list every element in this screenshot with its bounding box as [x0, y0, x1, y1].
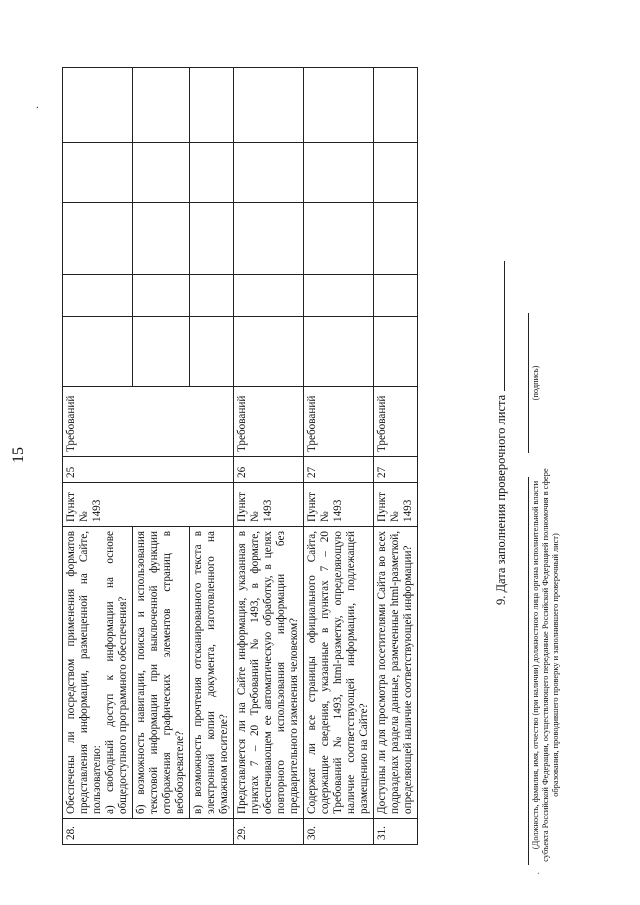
- answer-cell[interactable]: [374, 203, 418, 275]
- row-number: 29.: [234, 819, 304, 845]
- ref-point: Пункт № 1493: [63, 483, 234, 527]
- answer-cell[interactable]: [234, 143, 304, 203]
- fill-date-field[interactable]: [504, 261, 505, 391]
- answer-cell[interactable]: [374, 275, 418, 317]
- answer-cell[interactable]: [133, 275, 190, 317]
- row-question: Содержат ли все страницы официального Сайта, содержащие сведения, указанные в пунктах 7 – 20 Требований № 1493, html-разметку, определяющую наличие соответствующей информации, подлежащей размещению на Сайте?: [304, 527, 374, 819]
- answer-cell[interactable]: [374, 143, 418, 203]
- answer-cell[interactable]: [234, 275, 304, 317]
- answer-cell[interactable]: [190, 203, 234, 275]
- row-number: 31.: [374, 819, 418, 845]
- answer-cell[interactable]: [63, 68, 133, 143]
- answer-cell[interactable]: [133, 317, 190, 387]
- answer-cell[interactable]: [234, 317, 304, 387]
- row-question: [63, 527, 133, 819]
- answer-cell[interactable]: [304, 275, 374, 317]
- official-name-line[interactable]: [528, 477, 529, 865]
- row-number: 28.: [63, 819, 234, 845]
- table-row: [63, 68, 133, 845]
- ref-number: 25: [63, 457, 234, 483]
- fill-date-line: [494, 261, 509, 605]
- answer-cell[interactable]: [304, 317, 374, 387]
- answer-cell[interactable]: [133, 68, 190, 143]
- answer-cell[interactable]: [374, 317, 418, 387]
- ref-point: Пункт № 1493: [374, 483, 418, 527]
- ref-number: 26: [234, 457, 304, 483]
- signature-line[interactable]: [528, 313, 529, 453]
- answer-cell[interactable]: [190, 68, 234, 143]
- ref-document: Требований: [304, 387, 374, 457]
- answer-cell[interactable]: [63, 275, 133, 317]
- scan-dot: ·: [33, 105, 44, 109]
- signature-caption: (подпись): [531, 365, 540, 401]
- answer-cell[interactable]: [133, 203, 190, 275]
- sub-item-c: в) возможность прочтения отсканированного текста в электронной копии документа, изготовленного на бумажном носителе?: [190, 527, 234, 819]
- ref-point: Пункт № 1493: [234, 483, 304, 527]
- row-question: Представляется ли на Сайте информация, указанная в пунктах 7 – 20 Требований № 1493, в формате, обеспечивающем ее автоматическую обработку, в целях повторного использования информации без предварительного изменения человеком?: [234, 527, 304, 819]
- answer-cell[interactable]: [133, 143, 190, 203]
- answer-cell[interactable]: [190, 275, 234, 317]
- fill-date-label: 9. Дата заполнения проверочного листа: [494, 394, 508, 605]
- table-row: [234, 68, 304, 845]
- answer-cell[interactable]: [234, 68, 304, 143]
- ref-number: 27: [374, 457, 418, 483]
- scan-mark: ·: [534, 871, 545, 875]
- official-caption: (Должность, фамилия, имя, отчество (при наличии) должностного лица органа исполнительной власти субъекта Российской Федерации, осуществляющего переданные Российской Федерацией полномочия в сфере образования, проводившего проверку и заполнившего проверочный лист): [531, 468, 560, 862]
- sub-item-b: б) возможность навигации, поиска и использования текстовой информации при выключенной функции отображения графических элементов страниц в вебобозревателе?: [133, 527, 190, 819]
- ref-number: 27: [304, 457, 374, 483]
- answer-cell[interactable]: [304, 143, 374, 203]
- answer-cell[interactable]: [234, 203, 304, 275]
- table-row: [304, 68, 374, 845]
- question-text: Обеспечены ли посредством применения форматов представления информации, размещенной на Сайте, пользователю:: [65, 531, 103, 814]
- answer-cell[interactable]: [304, 203, 374, 275]
- sub-item-a: а) свободный доступ к информации на основе общедоступного программного обеспечения?: [104, 531, 129, 814]
- row-number: 30.: [304, 819, 374, 845]
- ref-point: Пункт № 1493: [304, 483, 374, 527]
- answer-cell[interactable]: [190, 143, 234, 203]
- answer-cell[interactable]: [374, 68, 418, 143]
- answer-cell[interactable]: [63, 203, 133, 275]
- ref-document: Требований: [234, 387, 304, 457]
- page-number: 15: [10, 447, 27, 463]
- row-question: Доступны ли для просмотра посетителями Сайта во всех подразделах раздела данные, размеченные html-разметкой, определяющей наличие соответствующей информации?: [374, 527, 418, 819]
- table-row: [374, 68, 418, 845]
- ref-document: Требований: [374, 387, 418, 457]
- answer-cell[interactable]: [190, 317, 234, 387]
- answer-cell[interactable]: [63, 143, 133, 203]
- ref-document: Требований: [63, 387, 234, 457]
- answer-cell[interactable]: [63, 317, 133, 387]
- answer-cell[interactable]: [304, 68, 374, 143]
- checklist-table: [62, 67, 418, 845]
